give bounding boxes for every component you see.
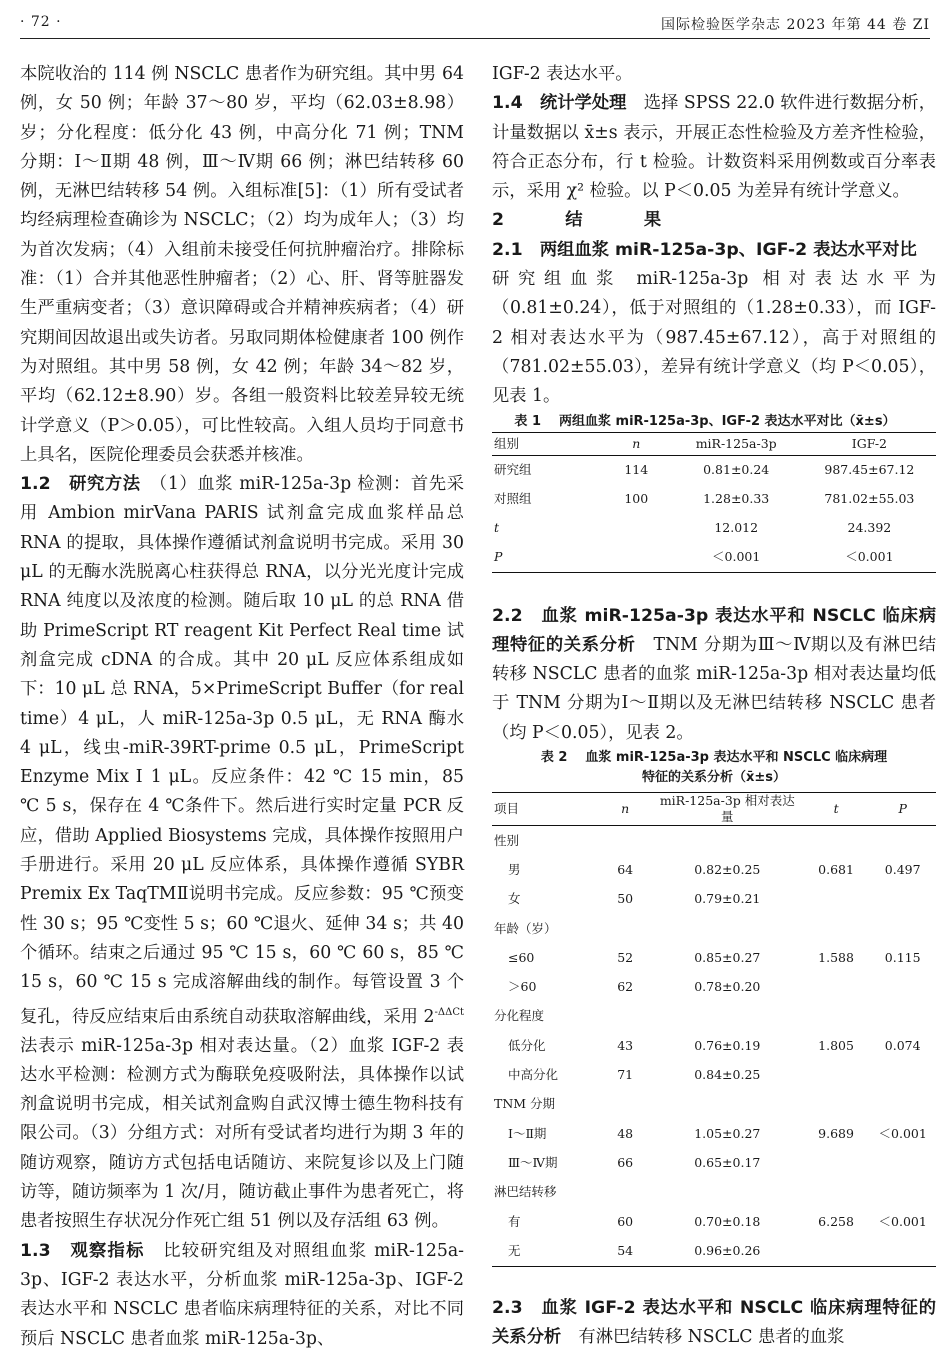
table-cell xyxy=(803,1090,870,1119)
spacer xyxy=(492,1267,936,1294)
table-cell xyxy=(869,1090,936,1119)
table-row xyxy=(492,1178,936,1207)
right-column xyxy=(492,60,936,1352)
table-row xyxy=(492,1119,936,1148)
table-cell: 0.85±0.27 xyxy=(694,949,761,965)
table-row xyxy=(492,514,936,543)
paragraph-continued: IGF-2 表达水平。 xyxy=(492,64,633,84)
table-header: miR-125a-3p 相对表达量 xyxy=(652,793,803,826)
table-cell xyxy=(869,1178,936,1207)
table-row xyxy=(492,1090,936,1119)
table-cell xyxy=(803,1002,870,1031)
table-cell xyxy=(803,973,870,1002)
table-cell xyxy=(869,1148,936,1177)
section-1-3 xyxy=(20,1237,464,1354)
table-row xyxy=(492,885,936,914)
table-cell: 0.497 xyxy=(884,861,921,877)
table-cell xyxy=(803,826,870,856)
table-cell: 987.45±67.12 xyxy=(824,462,915,478)
paragraph-2-1: 研究组血浆 miR-125a-3p 相对表达水平为（0.81±0.24），低于对照组的（1.28±0.33），而 IGF-2 相对表达水平为（987.45±67.12），高于对照组的（781.02±55.03），差异有统计学意义（均 P＜0.05），见表 1。 xyxy=(492,269,936,407)
table-cell: ＞60 xyxy=(508,979,537,995)
section-2-results: 2 结 果 xyxy=(492,210,684,231)
running-header xyxy=(20,8,930,39)
table-cell xyxy=(599,914,652,943)
table-cell xyxy=(869,973,936,1002)
table-cell xyxy=(803,1178,870,1207)
table-cell xyxy=(652,1090,803,1119)
table-cell: 0.681 xyxy=(818,861,854,877)
section-1-4 xyxy=(492,89,936,206)
table-cell: 114 xyxy=(624,462,649,478)
table-cell xyxy=(869,885,936,914)
section-heading: 1.4 统计学处理 xyxy=(492,93,627,114)
table-cell: 60 xyxy=(617,1213,634,1229)
paragraph-statistics: 选择 SPSS 22.0 软件进行数据分析，计量数据以 x̄±s 表示，开展正态性检验及方差齐性检验，符合正态分布，行 t 检验。计数资料采用例数或百分率表示，采用 χ² 检验。以 P＜0.05 为差异有统计学意义。 xyxy=(492,93,936,202)
table-row xyxy=(492,943,936,972)
section-2-3 xyxy=(492,1294,936,1353)
section-heading: 1.2 研究方法 xyxy=(20,474,141,495)
table-cell xyxy=(869,1060,936,1089)
paragraph-methods: （1）血浆 miR-125a-3p 检测：首先采用 Ambion mirVana PARIS 试剂盒完成血浆样品总 RNA 的提取，具体操作遵循试剂盒说明书完成。采用 30 μL 的无酶水洗脱离心柱获得总 RNA，以分光光度计完成 RNA 纯度以及浓度的检测。随后取 10 μL 的总 RNA 借助 PrimeScript RT reagent Kit Perfect Real time 试剂盒完成 cDNA 的合成。其中 20 μL 反应体系组成如下：10 μL 总 RNA，5×PrimeScript Buffer（for real time）4 μL，人 miR-125a-3p 0.5 μL，无 RNA 酶水 4 μL，线虫-miR-39RT-prime 0.5 μL，PrimeScript Enzyme Mix Ⅰ 1 μL。反应条件：42 ℃ 15 min，85 ℃ 5 s，保存在 4 ℃条件下。然后进行实时定量 PCR 反应，借助 Applied Biosystems 完成，具体操作按照用户手册进行。采用 20 μL 反应体系，具体操作遵循 SYBR Premix Ex TaqTMⅡ说明书完成。反应参数：95 ℃预变性 30 s；95 ℃变性 5 s；60 ℃退火、延伸 34 s；共 40 个循环。结束之后通过 95 ℃ 15 s，60 ℃ 60 s，85 ℃ 15 s，60 ℃ 15 s 完成溶解曲线的制作。每管设置 3 个复孔，待反应结束后由系统自动获取溶解曲线，采用 2 xyxy=(20,474,464,1027)
table-cell: Ⅰ～Ⅱ期 xyxy=(508,1125,547,1141)
table-header: n xyxy=(603,432,670,455)
table-cell: 性别 xyxy=(494,832,520,848)
table-cell xyxy=(869,1002,936,1031)
table-row xyxy=(492,855,936,884)
table-cell: 0.79±0.21 xyxy=(694,891,761,907)
table-cell: 0.96±0.26 xyxy=(652,1236,803,1266)
table-cell: 48 xyxy=(617,1125,634,1141)
table-row xyxy=(492,914,936,943)
paragraph-subjects: 本院收治的 114 例 NSCLC 患者作为研究组。其中男 64 例，女 50 例；年龄 37～80 岁，平均（62.03±8.98）岁；分化程度：低分化 43 例，中高分化 71 例；TNM 分期：Ⅰ～Ⅱ期 48 例，Ⅲ～Ⅳ期 66 例；淋巴结转移 60 例，无淋巴结转移 54 例。入组标准[5]：（1）所有受试者均经病理检查确诊为 NSCLC；（2）均为成年人；（3）均为首次发病；（4）入组前未接受任何抗肿瘤治疗。排除标准：（1）合并其他恶性肿瘤者；（2）心、肝、肾等脏器发生严重病变者；（3）意识障碍或合并精神疾病者；（4）研究期间因故退出或失访者。另取同期体检健康者 100 例作为对照组。其中男 58 例，女 42 例；年龄 34～82 岁，平均（62.12±8.90）岁。各组一般资料比较差异较无统计学意义（P＞0.05），可比性较高。入组人员均于同意书上具名，医院伦理委员会获悉并核准。 xyxy=(20,64,464,465)
table-cell: 淋巴结转移 xyxy=(494,1184,557,1200)
table-cell: ＜0.001 xyxy=(803,543,936,573)
table-cell: 0.82±0.25 xyxy=(694,861,761,877)
table-cell: P xyxy=(492,543,603,573)
table-cell: ＜0.001 xyxy=(878,1125,927,1141)
table-cell: 低分化 xyxy=(508,1037,546,1053)
table-cell: 无 xyxy=(492,1236,599,1266)
table-title: 血浆 miR-125a-3p 表达水平和 NSCLC 临床病理 xyxy=(585,750,888,766)
table-cell xyxy=(603,514,670,543)
table-cell: 0.76±0.19 xyxy=(694,1037,761,1053)
section-heading: 1.3 观察指标 xyxy=(20,1240,145,1261)
table-cell: 0.65±0.17 xyxy=(694,1154,761,1170)
table-cell xyxy=(803,1060,870,1089)
table-header: P xyxy=(869,793,936,826)
table-title: 特征的关系分析（x̄±s） xyxy=(641,770,787,786)
table2-caption-line2 xyxy=(492,768,936,788)
table-header: miR-125a-3p xyxy=(670,432,803,455)
table-header: 组别 xyxy=(492,432,603,455)
table-cell: 50 xyxy=(617,891,634,907)
table-cell xyxy=(652,826,803,856)
table-cell xyxy=(652,914,803,943)
table-cell: 1.805 xyxy=(818,1037,854,1053)
table-cell: 54 xyxy=(599,1236,652,1266)
table-cell xyxy=(599,1002,652,1031)
table-cell: 0.074 xyxy=(884,1037,921,1053)
table-cell: 0.81±0.24 xyxy=(703,462,770,478)
table-cell: 1.588 xyxy=(818,949,854,965)
table-cell xyxy=(869,914,936,943)
table-cell: 男 xyxy=(508,861,521,877)
table-title: 两组血浆 miR-125a-3p、IGF-2 表达水平对比（x̄±s） xyxy=(559,413,896,429)
table-cell xyxy=(803,1236,870,1266)
table-cell: 64 xyxy=(617,861,634,877)
table-cell: 52 xyxy=(617,949,634,965)
table-row xyxy=(492,1031,936,1060)
table-cell xyxy=(599,826,652,856)
table-cell xyxy=(599,1090,652,1119)
table-cell: 分化程度 xyxy=(494,1008,545,1024)
table-row xyxy=(492,1148,936,1177)
table-row xyxy=(492,1236,936,1266)
table-cell: 100 xyxy=(624,491,649,507)
paragraph-2-3: 有淋巴结转移 NSCLC 患者的血浆 xyxy=(561,1326,845,1347)
table-label: 表 2 xyxy=(540,750,568,766)
table-cell: 年龄（岁） xyxy=(494,920,557,936)
table-header: n xyxy=(599,793,652,826)
table-cell xyxy=(869,826,936,856)
table1 xyxy=(492,432,936,573)
table-cell: ＜0.001 xyxy=(878,1213,927,1229)
table-cell xyxy=(652,1178,803,1207)
table-cell: 43 xyxy=(617,1037,634,1053)
section-2-1 xyxy=(492,236,936,265)
table-cell: 研究组 xyxy=(494,462,532,478)
table-cell: TNM 分期 xyxy=(494,1096,556,1112)
table-cell: 对照组 xyxy=(494,491,532,507)
table2-caption xyxy=(492,748,936,768)
table-cell: 中高分化 xyxy=(508,1067,559,1083)
table-cell: 1.05±0.27 xyxy=(694,1125,761,1141)
table-cell: 24.392 xyxy=(847,520,892,536)
table-row xyxy=(492,826,936,856)
section-heading: 2.2 血浆 miR-125a-3p 表达水平和 NSCLC 临床病理特征的关系分析 xyxy=(492,605,936,655)
page-number: · 72 · xyxy=(20,14,62,30)
paragraph-indicators: 比较研究组及对照组血浆 miR-125a-3p、IGF-2 表达水平，分析血浆 miR-125a-3p、IGF-2 表达水平和 NSCLC 患者临床病理特征的关系，对比不同预后 NSCLC 患者血浆 miR-125a-3p、 xyxy=(20,1240,464,1349)
table-row xyxy=(492,1207,936,1236)
table-cell: 62 xyxy=(617,979,634,995)
table-row xyxy=(492,1002,936,1031)
table-cell: 781.02±55.03 xyxy=(824,491,915,507)
table-cell: 6.258 xyxy=(818,1213,854,1229)
table-cell: 0.78±0.20 xyxy=(694,979,761,995)
table-cell: 66 xyxy=(617,1154,634,1170)
table-cell: 12.012 xyxy=(714,520,759,536)
table-header: t xyxy=(803,793,870,826)
table-cell xyxy=(803,885,870,914)
table-cell: 有 xyxy=(508,1213,521,1229)
paragraph-methods-cont: 法表示 miR-125a-3p 相对表达量。（2）血浆 IGF-2 表达水平检测：检测方式为酶联免疫吸附法，具体操作以试剂盒说明书完成，相关试剂盒购自武汉博士德生物科技有限公司。（3）分组方式：对所有受试者均进行为期 3 年的随访观察，随访方式包括电话随访、来院复诊以及上门随访等，随访频率为 1 次/月，随访截止事件为患者死亡，将患者按照生存状况分作死亡组 51 例以及存活组 63 例。 xyxy=(20,1035,464,1232)
paragraph-2-2: TNM 分期为Ⅲ～Ⅳ期以及有淋巴结转移 NSCLC 患者的血浆 miR-125a-3p 相对表达量均低于 TNM 分期为Ⅰ～Ⅱ期以及无淋巴结转移 NSCLC 患者（均 P＜0.05），见表 2。 xyxy=(492,634,936,743)
table-cell xyxy=(652,1002,803,1031)
table-cell: 女 xyxy=(508,891,521,907)
table-row xyxy=(492,455,936,485)
table-cell: t xyxy=(494,520,500,536)
section-1-2 xyxy=(20,470,464,1236)
table-cell: Ⅲ～Ⅳ期 xyxy=(508,1154,558,1170)
table-cell: ≤60 xyxy=(508,949,535,965)
superscript: -ΔΔCt xyxy=(434,1006,464,1018)
table-label: 表 1 xyxy=(514,413,541,429)
section-heading: 2.3 血浆 IGF-2 表达水平和 NSCLC 临床病理特征的关系分析 xyxy=(492,1297,936,1347)
table-row xyxy=(492,485,936,514)
table-cell xyxy=(803,914,870,943)
spacer xyxy=(492,573,936,602)
table-row xyxy=(492,1060,936,1089)
table-row xyxy=(492,973,936,1002)
table-cell: 0.115 xyxy=(884,949,921,965)
table-cell: 0.70±0.18 xyxy=(694,1213,761,1229)
table-cell xyxy=(869,1236,936,1266)
table-header: 项目 xyxy=(492,793,599,826)
table2-body xyxy=(492,826,936,1266)
table1-caption xyxy=(492,412,936,432)
table-row xyxy=(492,543,936,573)
section-2-2 xyxy=(492,602,936,748)
table-header: IGF-2 xyxy=(803,432,936,455)
table-cell: 9.689 xyxy=(818,1125,854,1141)
table-cell: 0.84±0.25 xyxy=(694,1067,761,1083)
section-heading: 2.1 两组血浆 miR-125a-3p、IGF-2 表达水平对比 xyxy=(492,239,917,260)
left-column xyxy=(20,60,464,1354)
table2 xyxy=(492,792,936,1266)
table-cell xyxy=(803,1148,870,1177)
table-cell xyxy=(603,543,670,573)
table-cell: 1.28±0.33 xyxy=(703,491,770,507)
table-cell xyxy=(599,1178,652,1207)
journal-title: 国际检验医学杂志 2023 年第 44 卷 ZⅠ xyxy=(661,17,930,33)
table-cell: 71 xyxy=(617,1067,634,1083)
table-cell: ＜0.001 xyxy=(670,543,803,573)
